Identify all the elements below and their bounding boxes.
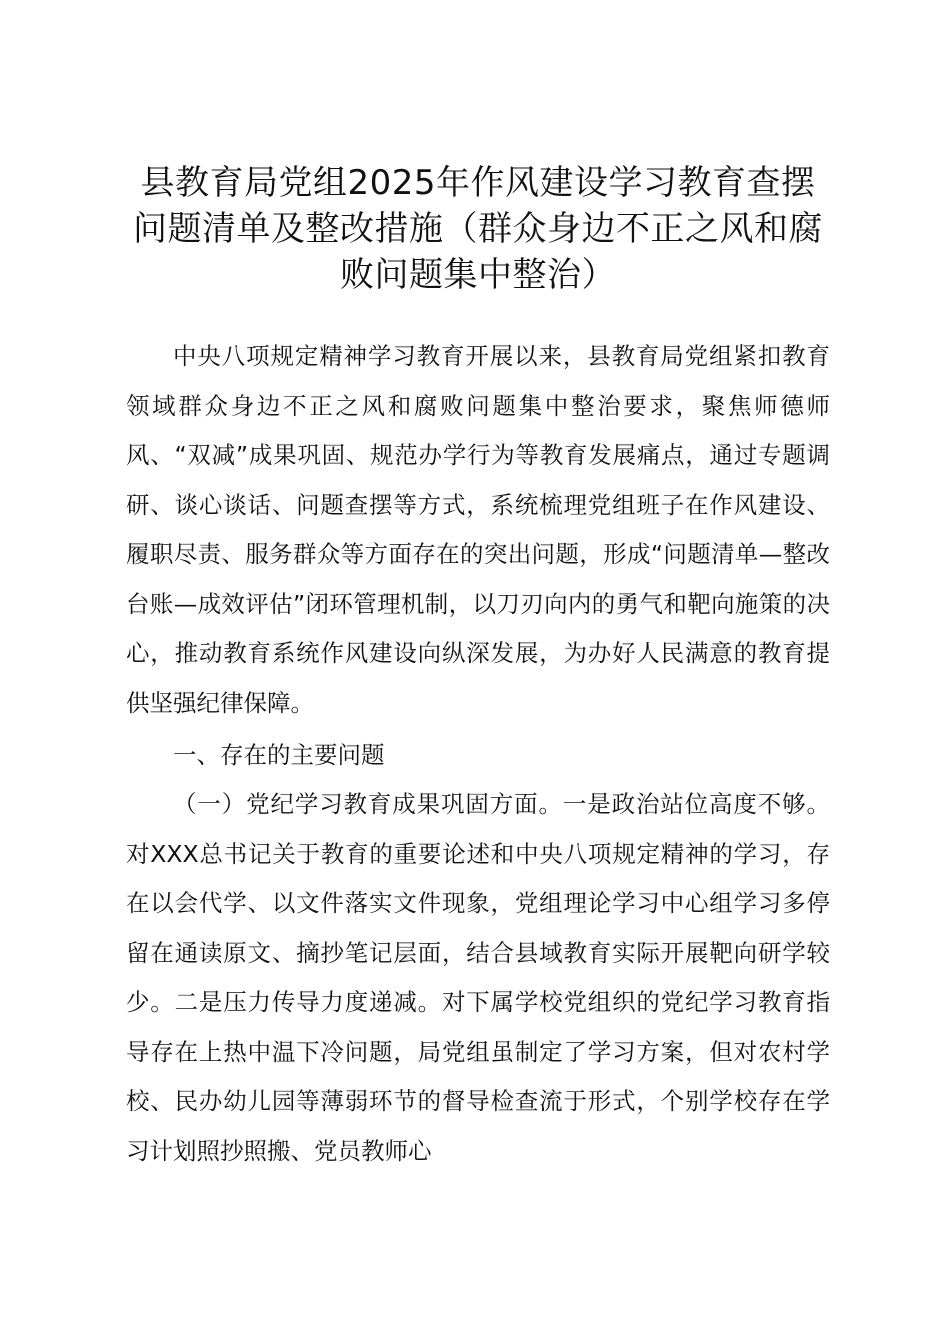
section-heading: 一、存在的主要问题 <box>173 741 385 769</box>
document-title: 县教育局党组2025年作风建设学习教育查摆问题清单及整改措施（群众身边不正之风和腐败问题集中整治） <box>133 163 823 295</box>
intro-paragraph: 中央八项规定精神学习教育开展以来，县教育局党组紧扣教育领域群众身边不正之风和腐败问题集中整治要求，聚焦师德师风、“双减”成果巩固、规范办学行为等教育发展痛点，通过专题调研、谈心谈话、问题查摆等方式，系统梳理党组班子在作风建设、履职尽责、服务群众等方面存在的突出问题，形成“问题清单—整改台账—成效评估”闭环管理机制，以刀刃向内的勇气和靶向施策的决心，推动教育系统作风建设向纵深发展，为办好人民满意的教育提供坚强纪律保障。 <box>126 342 830 717</box>
section-paragraph: （一）党纪学习教育成果巩固方面。一是政治站位高度不够。对XXX总书记关于教育的重要论述和中央八项规定精神的学习，存在以会代学、以文件落实文件现象，党组理论学习中心组学习多停留在通读原文、摘抄笔记层面，结合县域教育实际开展靶向研学较少。二是压力传导力度递减。对下属学校党组织的党纪学习教育指导存在上热中温下冷问题，局党组虽制定了学习方案，但对农村学校、民办幼儿园等薄弱环节的督导检查流于形式，个别学校存在学习计划照抄照搬、党员教师心 <box>126 790 830 1165</box>
